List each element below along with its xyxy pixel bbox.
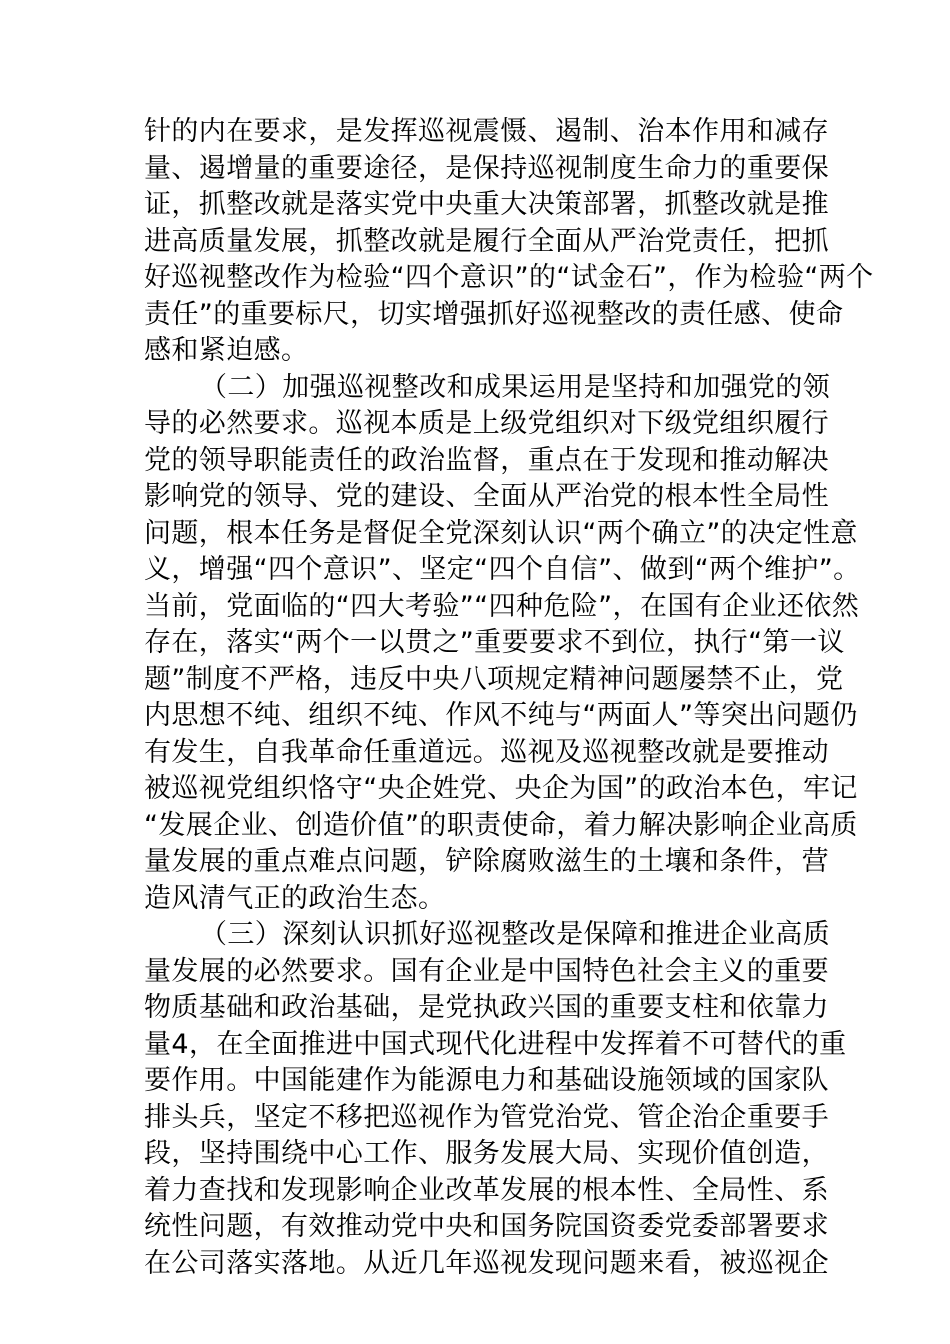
text-line: 责任”的重要标尺，切实增强抓好巡视整改的责任感、使命 bbox=[144, 298, 844, 330]
section-heading-line: （三）深刻认识抓好巡视整改是保障和推进企业高质 bbox=[200, 919, 831, 950]
text-line: 针的内在要求，是发挥巡视震慑、遏制、治本作用和减存 bbox=[144, 116, 829, 147]
text-line: 量、遏增量的重要途径，是保持巡视制度生命力的重要保 bbox=[144, 152, 829, 184]
text-line: 证，抓整改就是落实党中央重大决策部署，抓整改就是推 bbox=[144, 189, 829, 220]
text-line: 要作用。中国能建作为能源电力和基础设施领域的国家队 bbox=[144, 1065, 829, 1096]
text-line: 内思想不纯、组织不纯、作风不纯与“两面人”等突出问题仍 bbox=[144, 700, 858, 731]
text-line: “发展企业、创造价值”的职责使命，着力解决影响企业高质 bbox=[144, 809, 858, 841]
text-line: 量发展的必然要求。国有企业是中国特色社会主义的重要 bbox=[144, 955, 829, 987]
text-line: 问题，根本任务是督促全党深刻认识“两个确立”的决定性意 bbox=[144, 517, 858, 549]
text-line: 被巡视党组织恪守“央企姓党、央企为国”的政治本色，牢记 bbox=[144, 773, 858, 804]
body-text bbox=[144, 114, 874, 1282]
text-line: 影响党的领导、党的建设、全面从严治党的根本性全局性 bbox=[144, 481, 829, 512]
text-line: 造风清气正的政治生态。 bbox=[144, 882, 446, 914]
text-line: 段，坚持围绕中心工作、服务发展大局、实现价值创造， bbox=[144, 1138, 829, 1169]
text-line: 感和紧迫感。 bbox=[144, 335, 309, 366]
section-heading-line: （二）加强巡视整改和成果运用是坚持和加强党的领 bbox=[200, 371, 831, 403]
text-line: 量发展的重点难点问题，铲除腐败滋生的土壤和条件，营 bbox=[144, 846, 829, 877]
text-line: 当前，党面临的“四大考验”“四种危险”，在国有企业还依然 bbox=[144, 590, 860, 622]
text-line: 党的领导职能责任的政治监督，重点在于发现和推动解决 bbox=[144, 444, 829, 476]
text-line: 义，增强“四个意识”、坚定“四个自信”、做到“两个维护”。 bbox=[144, 554, 861, 585]
text-line: 有发生，自我革命任重道远。巡视及巡视整改就是要推动 bbox=[144, 736, 829, 768]
text-line: 在公司落实落地。从近几年巡视发现问题来看，被巡视企 bbox=[144, 1247, 829, 1279]
text-line: 统性问题，有效推动党中央和国务院国资委党委部署要求 bbox=[144, 1211, 829, 1242]
text-line: 量4，在全面推进中国式现代化进程中发挥着不可替代的重 bbox=[144, 1028, 847, 1060]
text-line: 题”制度不严格，违反中央八项规定精神问题屡禁不止，党 bbox=[144, 663, 844, 695]
text-line: 物质基础和政治基础，是党执政兴国的重要支柱和依靠力 bbox=[144, 992, 829, 1023]
text-line: 排头兵，坚定不移把巡视作为管党治党、管企治企重要手 bbox=[144, 1101, 829, 1133]
text-line: 导的必然要求。巡视本质是上级党组织对下级党组织履行 bbox=[144, 408, 829, 439]
text-line: 好巡视整改作为检验“四个意识”的“试金石”，作为检验“两个 bbox=[144, 262, 874, 293]
text-line: 进高质量发展，抓整改就是履行全面从严治党责任，把抓 bbox=[144, 225, 829, 257]
text-line: 存在，落实“两个一以贯之”重要要求不到位，执行“第一议 bbox=[144, 627, 845, 658]
text-line: 着力查找和发现影响企业改革发展的根本性、全局性、系 bbox=[144, 1174, 829, 1206]
